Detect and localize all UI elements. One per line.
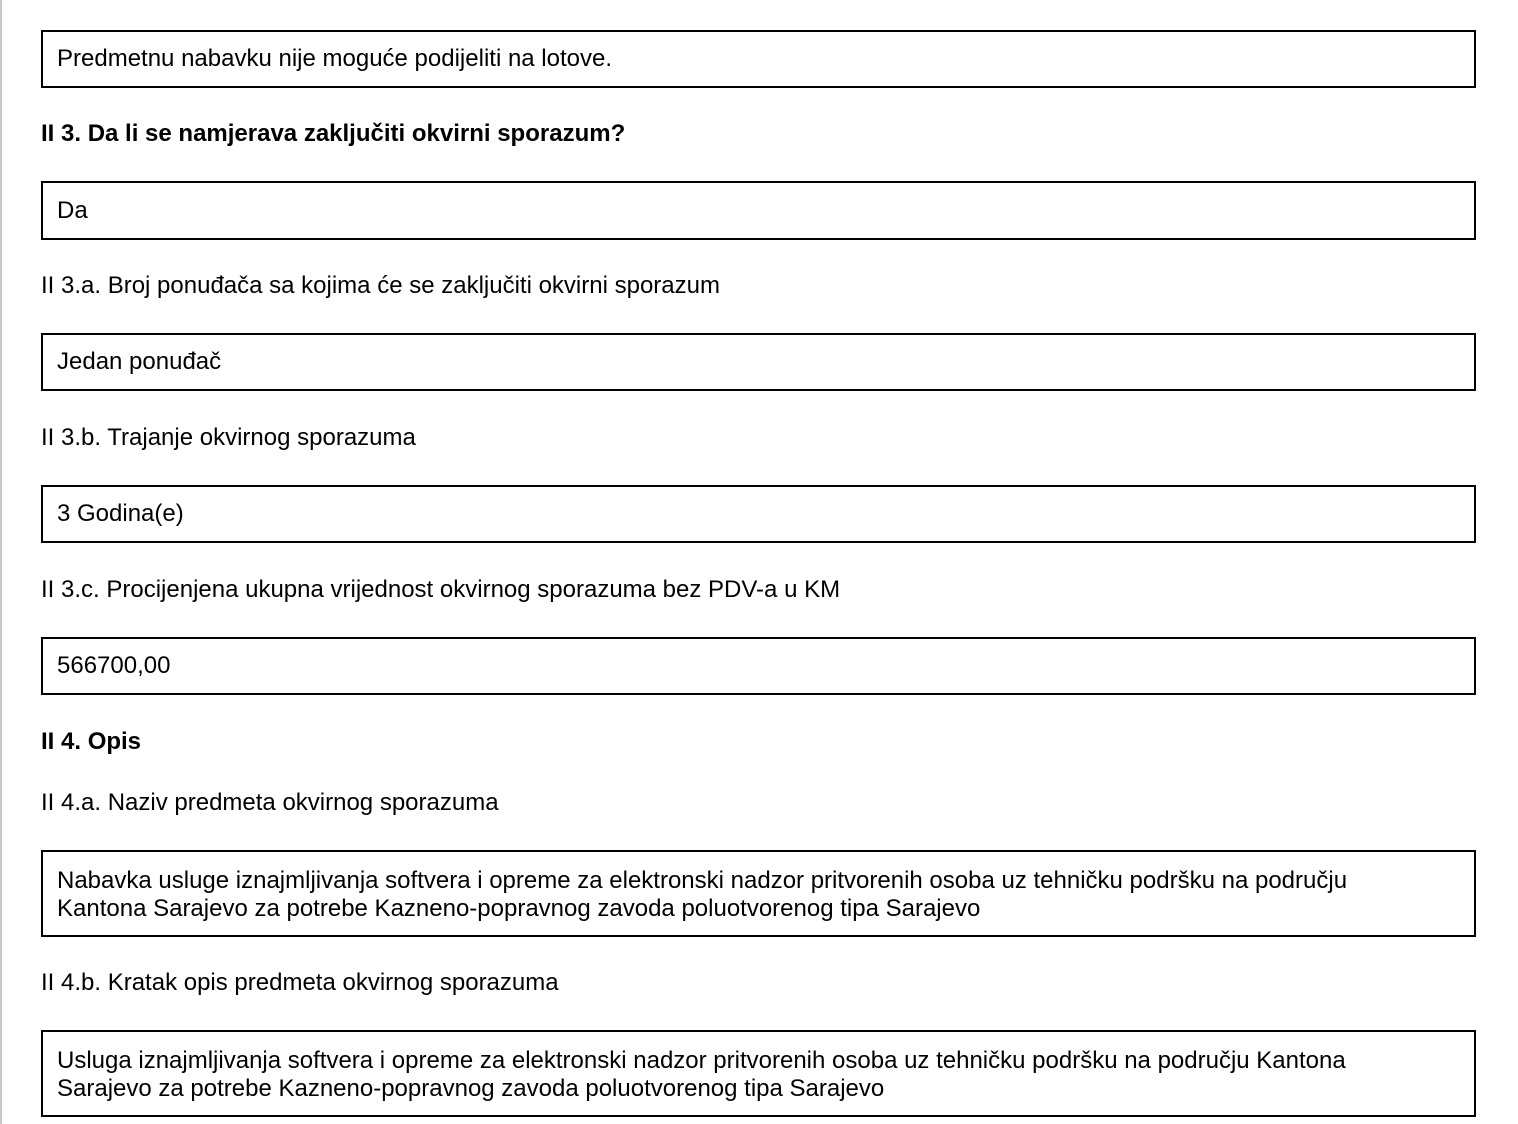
short-description-text bbox=[57, 1047, 1346, 1103]
subject-name-box bbox=[41, 850, 1476, 937]
estimated-value-label: II 3.c. Procijenjena ukupna vrijednost okvirnog sporazuma bez PDV-a u KM bbox=[41, 576, 841, 603]
lots-answer-box bbox=[41, 30, 1476, 88]
subject-name-label: II 4.a. Naziv predmeta okvirnog sporazuma bbox=[41, 789, 499, 816]
description-section-heading: II 4. Opis bbox=[41, 728, 142, 755]
short-description-label: II 4.b. Kratak opis predmeta okvirnog sporazuma bbox=[41, 969, 559, 996]
page-edge-divider bbox=[0, 0, 2, 1124]
duration-text: 3 Godina(e) bbox=[57, 500, 184, 527]
duration-label: II 3.b. Trajanje okvirnog sporazuma bbox=[41, 424, 416, 451]
bidders-count-text: Jedan ponuđač bbox=[57, 348, 222, 375]
bidders-count-box bbox=[41, 333, 1476, 391]
framework-answer-box bbox=[41, 181, 1476, 240]
subject-name-line: Kantona Sarajevo za potrebe Kazneno-popravnog zavoda poluotvorenog tipa Sarajevo bbox=[57, 895, 981, 922]
short-description-line: Usluga iznajmljivanja softvera i opreme za elektronski nadzor pritvorenih osoba uz tehničku podršku na području Kantona bbox=[57, 1047, 1346, 1074]
bidders-count-label: II 3.a. Broj ponuđača sa kojima će se zaključiti okvirni sporazum bbox=[41, 272, 720, 299]
framework-answer-text: Da bbox=[57, 196, 88, 224]
duration-box bbox=[41, 485, 1476, 543]
short-description-line: Sarajevo za potrebe Kazneno-popravnog zavoda poluotvorenog tipa Sarajevo bbox=[57, 1075, 885, 1102]
estimated-value-box bbox=[41, 637, 1476, 695]
subject-name-text bbox=[57, 867, 1347, 923]
estimated-value-text: 566700,00 bbox=[57, 652, 171, 679]
lots-answer-text: Predmetnu nabavku nije moguće podijeliti na lotove. bbox=[57, 45, 613, 72]
framework-question-heading: II 3. Da li se namjerava zaključiti okvirni sporazum? bbox=[41, 120, 626, 147]
subject-name-line: Nabavka usluge iznajmljivanja softvera i opreme za elektronski nadzor pritvorenih osoba uz tehničku podršku na području bbox=[57, 867, 1348, 894]
short-description-box bbox=[41, 1030, 1476, 1117]
